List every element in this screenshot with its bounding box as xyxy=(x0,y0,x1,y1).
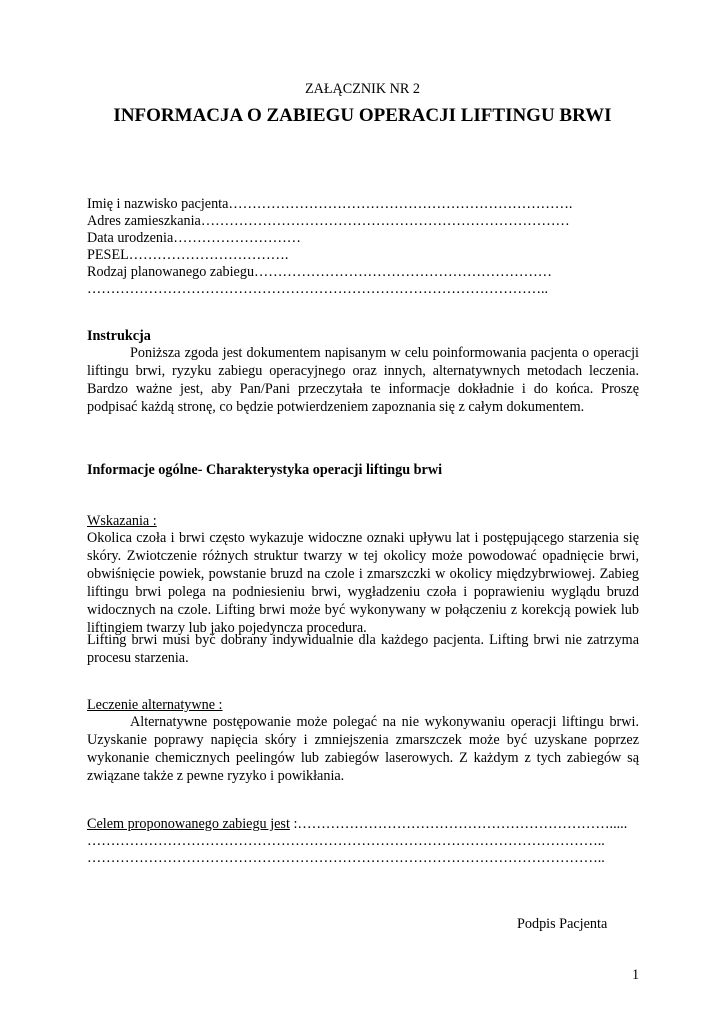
page-number: 1 xyxy=(632,967,640,983)
procedure-type-continuation: …………………………………………………………………………………….. xyxy=(87,281,549,297)
document-title: INFORMACJA O ZABIEGU OPERACJI LIFTINGU BRWI xyxy=(113,105,612,126)
purpose-line-3: ……………………………………………………………………………………………….. xyxy=(87,850,605,866)
annex-number: ZAŁĄCZNIK NR 2 xyxy=(304,81,421,97)
instruction-heading: Instrukcja xyxy=(87,328,151,344)
instruction-text: Poniższa zgoda jest dokumentem napisanym w celu poinformowania pacjenta o operacji liftingu brwi, ryzyku zabiegu operacyjnego oraz innych, alternatywnych metodach leczenia. Bardzo ważne jest, aby Pan/Pani przeczytała te informacje dokładnie i do końca. Proszę podpisać każdą stronę, co będzie potwierdzeniem zapoznania się z całym dokumentem. xyxy=(87,345,639,415)
pesel-field: PESEL……………………………. xyxy=(87,247,289,263)
alternative-treatment-text: Alternatywne postępowanie może polegać na nie wykonywaniu operacji liftingu brwi. Uzyskanie poprawy napięcia skóry i zmniejszenia zmarszczek może być uzyskane poprzez wykonanie chemicznych peelingów lub zabiegów laserowych. Z każdym z tych zabiegów są związane także z pewne ryzyko i powikłania. xyxy=(87,714,639,784)
purpose-label: Celem proponowanego zabiegu jest xyxy=(87,816,290,832)
purpose-line-2: ……………………………………………………………………………………………….. xyxy=(87,833,605,849)
birth-date-field: Data urodzenia……………………… xyxy=(87,230,301,246)
patient-address-field: Adres zamieszkania…………………………………………………………………… xyxy=(87,213,570,229)
procedure-type-field: Rodzaj planowanego zabiegu……………………………………………………… xyxy=(87,264,552,280)
alternative-treatment-heading: Leczenie alternatywne : xyxy=(87,697,223,713)
purpose-line-1 xyxy=(87,815,647,833)
indications-text: Okolica czoła i brwi często wykazuje widoczne oznaki upływu lat i postępującego starzenia się skóry. Zwiotczenie różnych struktur twarzy w tej okolicy może powodować opadnięcie brwi, obwiśnięcie powiek, powstanie bruzd na czole i zmarszczki w okolicy międzybrwiowej. Zabieg liftingu brwi polega na podniesieniu brwi, wygładzeniu czoła i poprawieniu wyglądu bruzd widocznych na czole. Lifting brwi może być wykonywany w połączeniu z korekcją powiek lub liftingiem twarzy lub jako pojedyncza procedura. xyxy=(87,530,639,636)
patient-name-field: Imię i nazwisko pacjenta………………………………………………………………. xyxy=(87,196,573,212)
indications-heading: Wskazania : xyxy=(87,513,157,529)
purpose-dots: :…………………………………………………………..... xyxy=(289,816,628,832)
indications-text-2: Lifting brwi musi być dobrany indywidualnie dla każdego pacjenta. Lifting brwi nie zatrzyma procesu starzenia. xyxy=(87,632,639,666)
general-info-heading: Informacje ogólne- Charakterystyka operacji liftingu brwi xyxy=(87,462,443,478)
patient-signature-label: Podpis Pacjenta xyxy=(517,916,608,932)
